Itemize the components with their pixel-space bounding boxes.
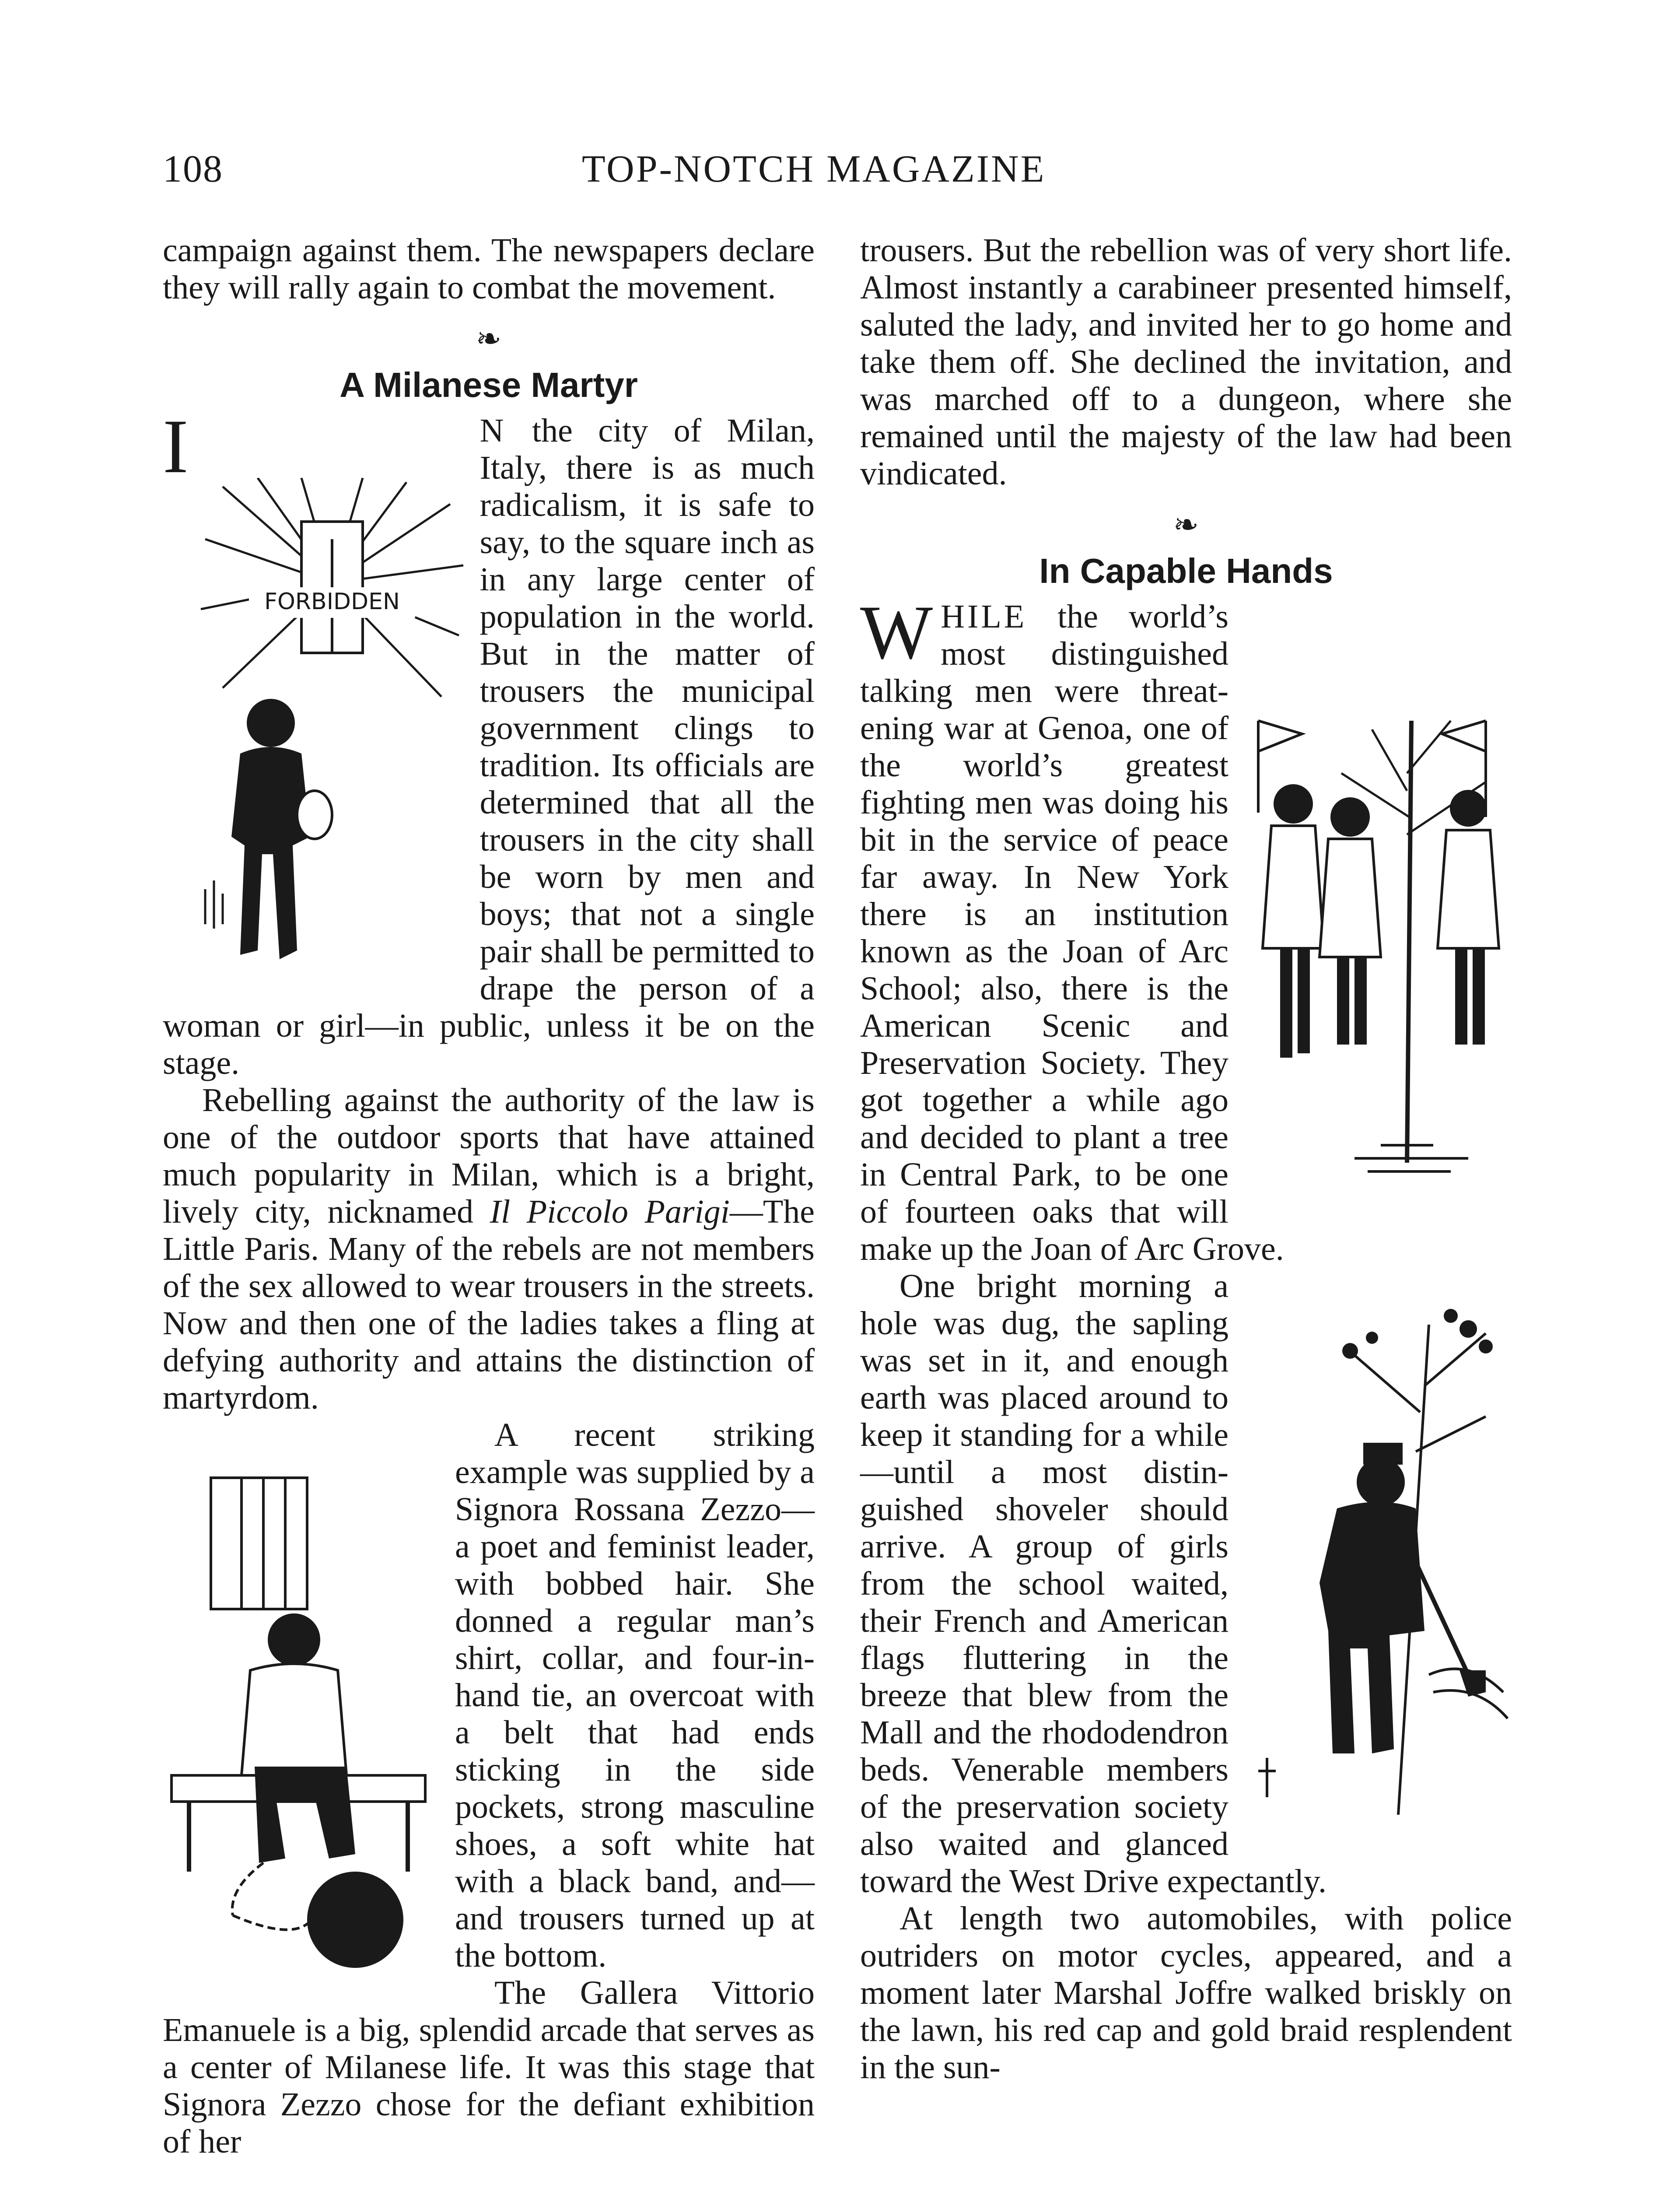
left-column xyxy=(163,232,815,2160)
article-title-capable-hands: In Capable Hands xyxy=(1039,551,1333,590)
marshal-shoveling-illustration xyxy=(1241,1298,1512,1832)
article1-paragraph-3 xyxy=(163,1417,815,1974)
article2-text-2: One bright morning a hole was dug, the sapling was set in it, and enough earth was placed around to keep it standing for a while —until a most distinguished shoveler should arrive. A group of girls from the school waited, their French and American flags fluttering in the breeze that blew from the Mall and the rhododendron beds. Venerable members of the preservation society also waited and glanced toward the West Drive expectantly. xyxy=(860,1268,1326,1900)
article2-paragraph-2 xyxy=(860,1268,1512,1900)
italic-nickname: Il Piccolo Parigi xyxy=(490,1193,730,1230)
article1-paragraph-1 xyxy=(163,404,815,1082)
intro-paragraph: campaign against them. The newspapers declare they will rally again to combat the movement. xyxy=(163,232,815,306)
article1-paragraph-2: Rebelling against the authority of the law is one of the outdoor sports that have attained much popularity in Milan, which is a bright, lively city, nicknamed Il Piccolo Parigi—The Little Paris. Many of the rebels are not members of the sex allowed to wear trousers in the streets. Now and then one of the ladies takes a fling at defying authority and attains the distinction of martyrdom. xyxy=(163,1082,815,1416)
article1-text-3: A recent striking example was supplied by a Signora Rossana Zezzo—a poet and feminist leader, with bobbed hair. She donned a regular man’s shirt, collar, and four-in-hand tie, an overcoat with a belt that had ends sticking in the side pockets, strong masculine shoes, a soft white hat with a black band, and—and trousers turned up at the bottom. xyxy=(455,1417,815,1974)
article2-paragraph-1 xyxy=(860,590,1512,1268)
drop-cap: W xyxy=(860,590,933,675)
running-title: TOP-NOTCH MAGAZINE xyxy=(582,148,1046,190)
ornament-icon: ❧ xyxy=(1173,507,1199,543)
article2-paragraph-3: At length two automobiles, with police outriders on motor cycles, appeared, and a moment later Marshal Joffre walked briskly on the lawn, his red cap and gold braid resplendent in the sun- xyxy=(860,1900,1512,2086)
forbidden-sign-text: FORBIDDEN xyxy=(264,589,400,615)
drop-cap: I xyxy=(163,404,189,489)
article1-text-1: the city of Milan, Italy, there is as much radicalism, it is safe to say, to the square inch as in any large center of population in the world. But in the matter of trousers the municipal government clings to tradition. Its officials are determined that all the trousers in the city shall be worn by men and boys; that not a single pair shall be permitted to drape the person of a woman or girl—in public, unless it be on the stage. xyxy=(163,412,815,1081)
right-column xyxy=(860,232,1512,2086)
forbidden-trousers-illustration xyxy=(196,478,468,981)
article-title-milanese-martyr: A Milanese Martyr xyxy=(340,365,638,404)
prisoner-ball-chain-illustration xyxy=(163,1452,443,1977)
article2-text-1: the world’s most distinguished talking men were threatening war at Genoa, one of the world’s greatest fighting men was doing his bit in the service of peace far away. In New York there is an institution known as the Joan of Arc School; also, there is the American Scenic and Preservation Society. They got together a while ago and decided to plant a tree in Central Park, to be one of fourteen oaks that will make up the Joan of Arc Grove. xyxy=(860,598,1284,1267)
page-number: 108 xyxy=(163,148,223,190)
lead-word: HILE xyxy=(941,598,1027,635)
ornament-icon: ❧ xyxy=(476,321,502,357)
continuation-paragraph: trousers. But the rebellion was of very short life. Almost instantly a carabineer presented himself, saluted the lady, and invited her to go home and take them off. She declined the invitation, and was marched off to a dungeon, where she remained until the majesty of the law had been vindicated. xyxy=(860,232,1512,492)
girls-with-flags-tree-illustration xyxy=(1241,703,1512,1202)
lead-word: N xyxy=(480,412,507,449)
article1-paragraph-4: The Gallera Vittorio Emanuele is a big, splendid arcade that serves as a center of Milanese life. It was this stage that Signora Zezzo chose for the defiant exhibition of her xyxy=(163,1974,815,2160)
